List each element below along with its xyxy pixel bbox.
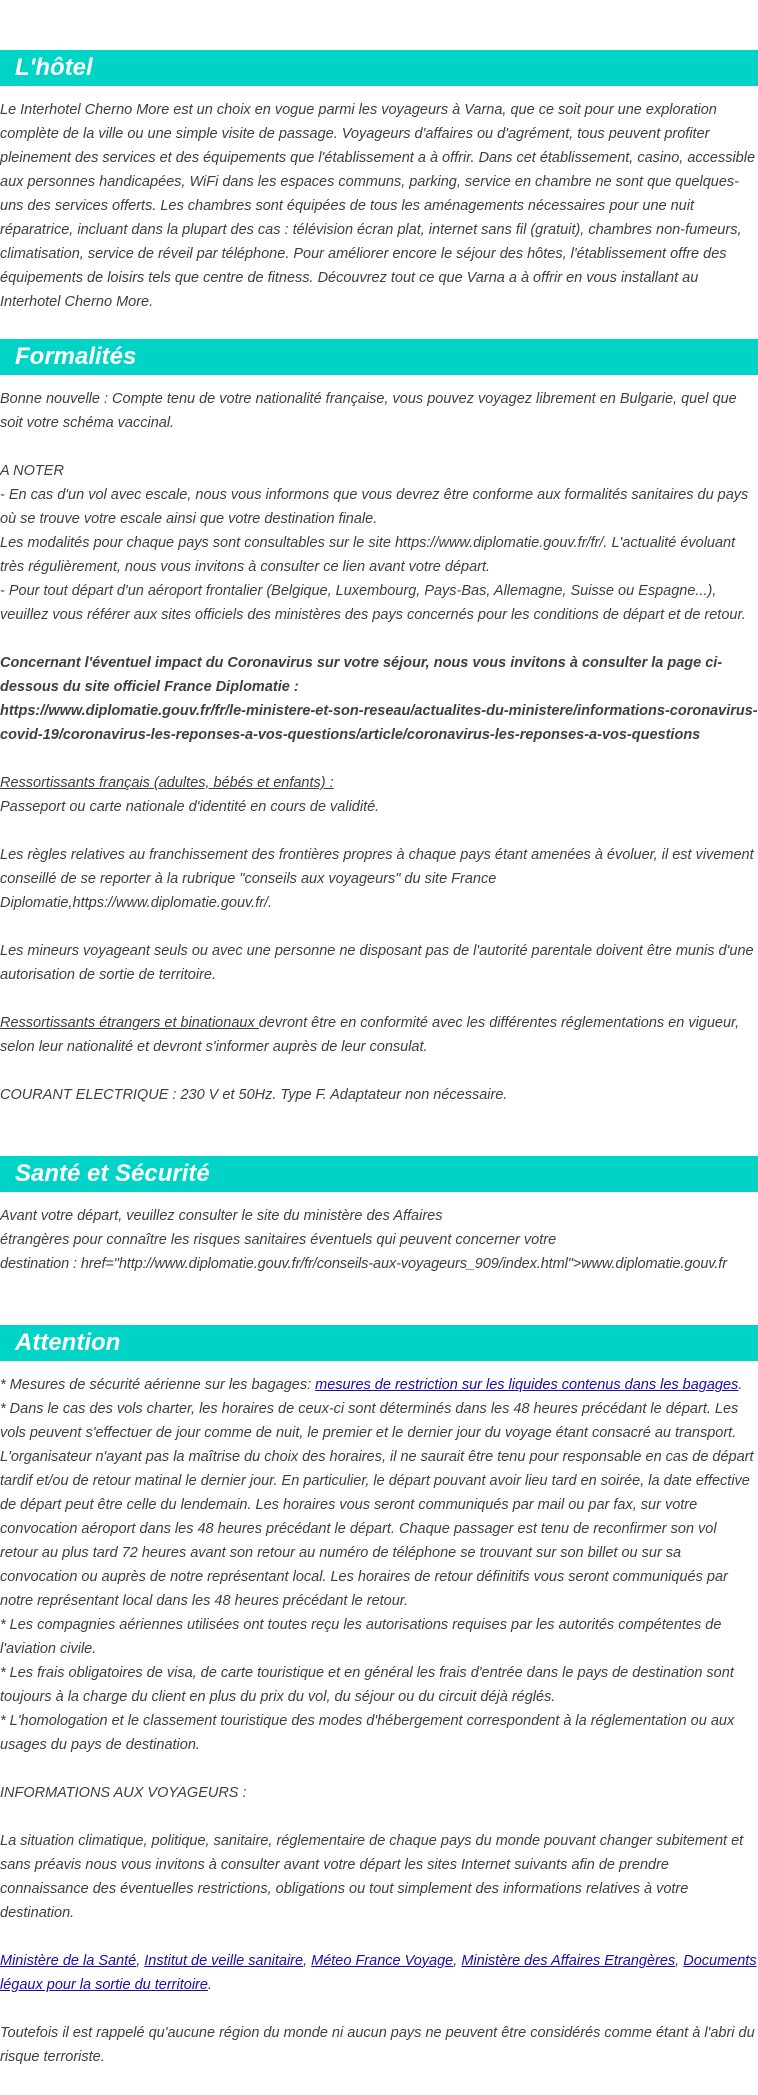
hotel-description xyxy=(0,98,758,314)
attention-item-bagages xyxy=(0,1373,758,1397)
sante-line-2: étrangères pour connaître les risques sanitaires éventuels qui peuvent concerner votre xyxy=(0,1232,557,1248)
useful-links: Ministère de la Santé, Institut de veille sanitaire, Méteo France Voyage, Ministère des Affaires Etrangères, Documents légaux pour la sortie du territoire. xyxy=(0,1953,757,1993)
bagages-prefix: * Mesures de sécurité aérienne sur les bagages: xyxy=(0,1377,316,1393)
foreign-nationals-paragraph xyxy=(0,1011,758,1059)
foreign-nationals-text: devront être en conformité avec les différentes réglementations en vigueur, selon leur nationalité et devront s'informer auprès de leur consulat. xyxy=(0,1015,740,1055)
note-escale: - En cas d'un vol avec escale, nous vous informons que vous devrez être conforme aux formalités sanitaires du pays où se trouve votre escale ainsi que votre destination finale. xyxy=(0,487,749,527)
link-documents-legaux[interactable]: Documents légaux pour la sortie du territoire xyxy=(0,1953,757,1993)
attention-item-frais: * Les frais obligatoires de visa, de carte touristique et en général les frais d'entrée dans le pays de destination sont toujours à la charge du client en plus du prix du vol, du séjour ou du circuit déjà réglés. xyxy=(0,1665,734,1705)
coronavirus-notice xyxy=(0,651,758,747)
link-ministere-affaires-etrangeres[interactable]: Ministère des Affaires Etrangères xyxy=(461,1953,676,1969)
formalites-content xyxy=(0,387,758,1107)
coronavirus-text: Concernant l'éventuel impact du Coronavirus sur votre séjour, nous vous invitons à consulter la page ci-dessous du site officiel France Diplomatie : xyxy=(0,655,723,695)
link-meteo-france-voyage[interactable]: Méteo France Voyage xyxy=(311,1953,454,1969)
attention-item-homologation: * L'homologation et le classement touristique des modes d'hébergement correspondent à la réglementation ou aux usages du pays de destination. xyxy=(0,1713,735,1753)
note-aeroport-frontalier: - Pour tout départ d'un aéroport frontalier (Belgique, Luxembourg, Pays-Bas, Allemagne, Suisse ou Espagne...), veuillez vous référer aux sites officiels des ministères des pays concernés pour les conditions de départ et de retour. xyxy=(0,583,746,623)
sante-line-1: Avant votre départ, veuillez consulter le site du ministère des Affaires xyxy=(0,1208,443,1224)
liquid-restrictions-link[interactable]: mesures de restriction sur les liquides contenus dans les bagages xyxy=(315,1377,739,1393)
link-institut-veille-sanitaire[interactable]: Institut de veille sanitaire xyxy=(144,1953,304,1969)
coronavirus-url: https://www.diplomatie.gouv.fr/fr/le-ministere-et-son-reseau/actualites-du-ministere/informations-coronavirus-covid-19/coronavirus-les-reponses-a-vos-questions/article/coronavirus-les-reponses-a-vos-questions xyxy=(0,703,758,743)
section-title-hotel: L'hôtel xyxy=(0,50,758,86)
french-nationals-text: Passeport ou carte nationale d'identité en cours de validité. xyxy=(0,799,380,815)
attention-item-compagnies: * Les compagnies aériennes utilisées ont toutes reçu les autorisations requises par les autorités compétentes de l'aviation civile. xyxy=(0,1617,722,1657)
attention-content xyxy=(0,1373,758,2069)
a-noter-heading: A NOTER xyxy=(0,463,64,479)
sante-content xyxy=(0,1204,758,1276)
foreign-nationals-heading: Ressortissants étrangers et binationaux xyxy=(0,1015,259,1031)
note-modalites: Les modalités pour chaque pays sont consultables sur le site https://www.diplomatie.gouv.fr/fr/. L'actualité évoluant très régulièrement, nous vous invitons à consulter ce lien avant votre départ. xyxy=(0,535,736,575)
section-title-sante: Santé et Sécurité xyxy=(0,1156,758,1192)
minors-text: Les mineurs voyageant seuls ou avec une personne ne disposant pas de l'autorité parentale doivent être munis d'une autorisation de sortie de territoire. xyxy=(0,943,754,983)
french-nationals-heading: Ressortissants français (adultes, bébés et enfants) : xyxy=(0,775,334,791)
sante-line-3: destination : href="http://www.diplomatie.gouv.fr/fr/conseils-aux-voyageurs_909/index.html">www.diplomatie.gouv.fr xyxy=(0,1256,727,1272)
terrorism-notice: Toutefois il est rappelé qu'aucune région du monde ni aucun pays ne peuvent être considérés comme étant à l'abri du risque terroriste. xyxy=(0,2025,755,2065)
formalites-intro: Bonne nouvelle : Compte tenu de votre nationalité française, vous pouvez voyagez librement en Bulgarie, quel que soit votre schéma vaccinal. xyxy=(0,391,737,431)
section-title-attention: Attention xyxy=(0,1325,758,1361)
electric-current-text: COURANT ELECTRIQUE : 230 V et 50Hz. Type F. Adaptateur non nécessaire. xyxy=(0,1087,508,1103)
section-title-formalites: Formalités xyxy=(0,339,758,375)
info-voyageurs-heading: INFORMATIONS AUX VOYAGEURS : xyxy=(0,1785,247,1801)
info-voyageurs-text: La situation climatique, politique, sanitaire, réglementaire de chaque pays du monde pouvant changer subitement et sans préavis nous vous invitons à consulter avant votre départ les sites Internet suivants afin de prendre connaissance des éventuelles restrictions, obligations ou tout simplement des informations relatives à votre destination. xyxy=(0,1833,744,1921)
link-ministere-sante[interactable]: Ministère de la Santé xyxy=(0,1953,137,1969)
attention-item-charter: * Dans le cas des vols charter, les horaires de ceux-ci sont déterminés dans les 48 heures précédant le départ. Les vols peuvent s'effectuer de jour comme de nuit, le premier et le dernier jour du voyage étant consacré au transport. L'organisateur n'ayant pas la maîtrise du choix des horaires, il ne saurait être tenu pour responsable en cas de départ tardif et/ou de retour matinal le dernier jour. En particulier, le départ pouvant avoir lieu tard en soirée, la date effective de départ peut être celle du lendemain. Les horaires vous seront communiqués par mail ou par fax, sur votre convocation aéroport dans les 48 heures précédant le départ. Chaque passager est tenu de reconfirmer son vol retour au plus tard 72 heures avant son retour au numéro de téléphone se trouvant sur son billet ou sur sa convocation ou auprès de notre représentant local. Les horaires de retour définitifs vous seront communiqués par notre représentant local dans les 48 heures précédant le retour. xyxy=(0,1401,754,1609)
border-rules-text: Les règles relatives au franchissement des frontières propres à chaque pays étant amenées à évoluer, il est vivement conseillé de se reporter à la rubrique "conseils aux voyageurs" du site France Diplomatie,https://www.diplomatie.gouv.fr/. xyxy=(0,847,754,911)
bagages-suffix: . xyxy=(738,1377,743,1393)
hotel-text: Le Interhotel Cherno More est un choix en vogue parmi les voyageurs à Varna, que ce soit pour une exploration complète de la ville ou une simple visite de passage. Voyageurs d'affaires ou d'agrément, tous peuvent profiter pleinement des services et des équipements que l'établissement a à offrir. Dans cet établissement, casino, accessible aux personnes handicapées, WiFi dans les espaces communs, parking, service en chambre ne sont que quelques-uns des services offerts. Les chambres sont équipées de tous les aménagements nécessaires pour une nuit réparatrice, incluant dans la plupart des cas : télévision écran plat, internet sans fil (gratuit), chambres non-fumeurs, climatisation, service de réveil par téléphone. Pour améliorer encore le séjour des hôtes, l'établissement offre des équipements de loisirs tels que centre de fitness. Découvrez tout ce que Varna a à offrir en vous installant au Interhotel Cherno More. xyxy=(0,102,756,310)
